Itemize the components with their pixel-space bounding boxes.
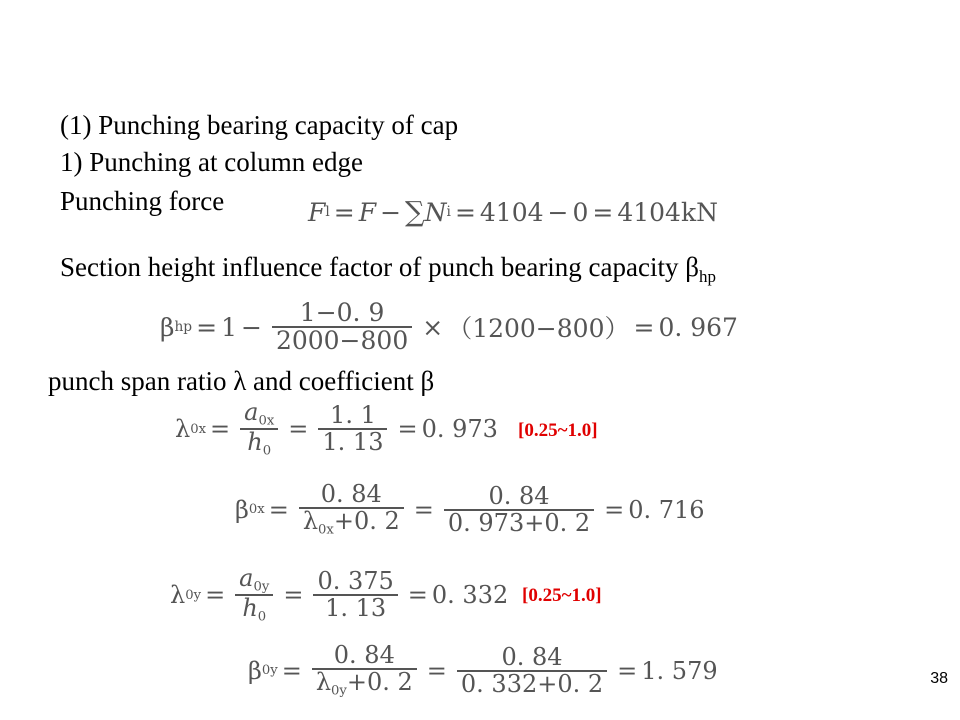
- subscript-0x: 0x: [190, 421, 207, 437]
- minus-sign: −: [547, 197, 569, 227]
- result-value: 0. 967: [658, 312, 738, 342]
- denominator: 2000−800: [275, 326, 409, 356]
- sigma-icon: ∑: [405, 196, 425, 228]
- beta-0y-equation: [248, 643, 718, 699]
- subscript-0: 0: [262, 444, 272, 460]
- punching-force-label: Punching force: [60, 186, 225, 216]
- symbol-h: h: [247, 428, 263, 457]
- value: 1: [221, 312, 237, 342]
- minus-sign: −: [240, 312, 262, 342]
- heading-punching-capacity: (1) Punching bearing capacity of cap: [60, 110, 459, 140]
- lambda-0y-equation: [170, 566, 508, 625]
- denominator-rest: +0. 2: [346, 668, 413, 697]
- fraction: [457, 642, 607, 698]
- punching-force-equation: [308, 196, 718, 228]
- unit: kN: [680, 197, 718, 227]
- symbol-h: h: [242, 594, 258, 623]
- fraction: [444, 481, 594, 537]
- subscript-0y: 0y: [261, 663, 278, 679]
- fraction: [299, 482, 404, 538]
- symbol-f: F: [358, 197, 377, 227]
- lambda-symbol: λ: [175, 415, 191, 444]
- equals-sign: =: [205, 581, 226, 610]
- numerator: 0. 84: [320, 480, 382, 508]
- fraction: [272, 300, 412, 355]
- fraction: [312, 643, 417, 699]
- subscript-0: 0: [257, 610, 267, 626]
- fraction: [318, 403, 387, 455]
- denominator: 1. 13: [322, 428, 384, 457]
- numerator: 0. 84: [488, 481, 550, 510]
- numerator: 0. 84: [333, 641, 395, 669]
- numerator: [235, 566, 273, 594]
- value: 4104: [479, 197, 544, 227]
- beta-symbol: β: [685, 252, 699, 282]
- equals-sign: =: [333, 197, 355, 227]
- page-number: 38: [930, 670, 948, 687]
- symbol-f: F: [308, 197, 326, 227]
- denominator: [299, 509, 404, 537]
- subscript-0y: 0y: [253, 579, 270, 595]
- beta-symbol: β: [248, 656, 262, 685]
- subscript-0y: 0y: [185, 587, 202, 603]
- subscript-i: i: [446, 204, 451, 220]
- result-value: 1. 579: [641, 656, 718, 685]
- beta-hp-equation: [160, 300, 738, 355]
- beta-symbol: β: [160, 312, 175, 342]
- lambda-symbol: λ: [170, 581, 186, 610]
- subscript-hp: hp: [174, 319, 193, 336]
- parenthesis-term: （1200−800）: [447, 314, 630, 344]
- numerator: 0. 84: [501, 642, 563, 671]
- minus-sign: −: [380, 197, 402, 227]
- numerator: 0. 375: [317, 567, 394, 596]
- denominator: 0. 332+0. 2: [460, 669, 604, 698]
- beta-0x-equation: [235, 482, 705, 538]
- result-value: 0. 332: [431, 581, 509, 610]
- subscript-hp: hp: [699, 267, 716, 286]
- equals-sign: =: [283, 581, 304, 610]
- numerator: [240, 400, 278, 428]
- equals-sign: =: [268, 495, 289, 524]
- section-height-label: [60, 251, 716, 293]
- equals-sign: =: [413, 495, 434, 524]
- denominator: 1. 13: [325, 594, 387, 623]
- denominator: 0. 973+0. 2: [447, 508, 591, 537]
- subscript-0y: 0y: [331, 683, 347, 699]
- denominator: [238, 596, 270, 624]
- symbol-a: a: [244, 398, 259, 426]
- equals-sign: =: [210, 415, 231, 444]
- subscript-l: l: [325, 204, 330, 220]
- section-height-text: Section height influence factor of punch bearing capacity: [60, 252, 686, 282]
- result-value: 0. 973: [421, 415, 498, 444]
- denominator: [312, 670, 417, 698]
- symbol-a: a: [239, 564, 254, 592]
- beta-symbol: β: [235, 495, 249, 524]
- equals-sign: =: [426, 656, 447, 685]
- equals-sign: =: [196, 312, 218, 342]
- lambda-symbol: λ: [315, 668, 332, 697]
- equals-sign: =: [604, 495, 625, 524]
- subscript-0x: 0x: [248, 502, 265, 518]
- equals-sign: =: [592, 197, 614, 227]
- heading-column-edge: 1) Punching at column edge: [60, 147, 363, 177]
- range-annotation-0x: [0.25~1.0]: [518, 420, 598, 441]
- numerator: 1. 1: [330, 401, 376, 430]
- times-sign: ×: [422, 312, 444, 342]
- fraction: [313, 569, 397, 621]
- denominator: [243, 430, 275, 458]
- denominator-rest: +0. 2: [333, 507, 400, 536]
- equals-sign: =: [288, 415, 309, 444]
- equals-sign: =: [617, 656, 638, 685]
- lambda-symbol: λ: [302, 507, 319, 536]
- equals-sign: =: [454, 197, 476, 227]
- result-value: 0. 716: [628, 495, 705, 524]
- fraction: [235, 566, 273, 625]
- span-ratio-label: punch span ratio λ and coefficient β: [48, 366, 435, 396]
- numerator: 1−0. 9: [299, 298, 385, 327]
- equals-sign: =: [407, 581, 428, 610]
- subscript-0x: 0x: [318, 522, 334, 538]
- equals-sign: =: [281, 656, 302, 685]
- equals-sign: =: [397, 415, 418, 444]
- range-annotation-0y: [0.25~1.0]: [522, 585, 602, 606]
- equals-sign: =: [633, 312, 655, 342]
- symbol-n: N: [424, 197, 447, 227]
- value: 0: [572, 197, 589, 227]
- fraction: [240, 400, 278, 459]
- lambda-0x-equation: [175, 400, 498, 459]
- result-value: 4104: [617, 197, 681, 227]
- subscript-0x: 0x: [258, 413, 275, 429]
